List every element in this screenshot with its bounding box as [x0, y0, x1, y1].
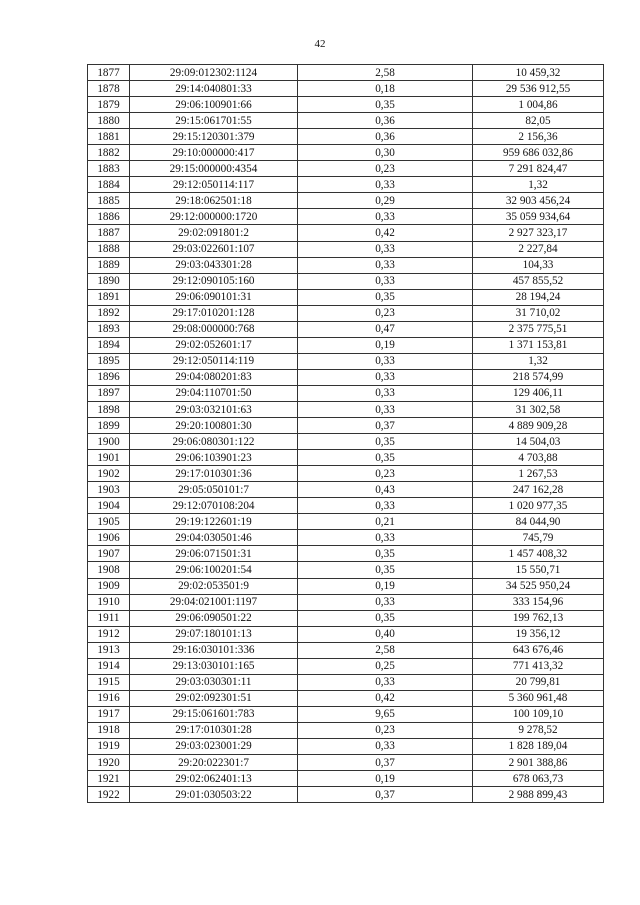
amount-cell: 959 686 032,86 — [473, 145, 604, 161]
table-row — [88, 97, 604, 113]
amount-cell: 104,33 — [473, 257, 604, 273]
amount-cell: 1 828 189,04 — [473, 738, 604, 754]
table-body — [88, 65, 604, 803]
row-number-cell: 1890 — [88, 273, 130, 289]
row-number-cell: 1885 — [88, 193, 130, 209]
rate-cell: 0,23 — [298, 722, 473, 738]
cadastral-number-cell: 29:17:010301:36 — [130, 466, 298, 482]
table-row — [88, 771, 604, 787]
rate-cell: 0,36 — [298, 113, 473, 129]
row-number-cell: 1883 — [88, 161, 130, 177]
amount-cell: 19 356,12 — [473, 626, 604, 642]
row-number-cell: 1894 — [88, 337, 130, 353]
rate-cell: 0,42 — [298, 690, 473, 706]
table-row — [88, 241, 604, 257]
amount-cell: 247 162,28 — [473, 482, 604, 498]
rate-cell: 0,33 — [298, 369, 473, 385]
row-number-cell: 1884 — [88, 177, 130, 193]
table-row — [88, 466, 604, 482]
rate-cell: 2,58 — [298, 65, 473, 81]
row-number-cell: 1881 — [88, 129, 130, 145]
cadastral-number-cell: 29:06:100201:54 — [130, 562, 298, 578]
cadastral-number-cell: 29:12:070108:204 — [130, 498, 298, 514]
amount-cell: 9 278,52 — [473, 722, 604, 738]
cadastral-number-cell: 29:15:061601:783 — [130, 706, 298, 722]
table-row — [88, 562, 604, 578]
cadastral-number-cell: 29:12:000000:1720 — [130, 209, 298, 225]
table-row — [88, 787, 604, 803]
amount-cell: 32 903 456,24 — [473, 193, 604, 209]
table-row — [88, 209, 604, 225]
cadastral-number-cell: 29:02:053501:9 — [130, 578, 298, 594]
rate-cell: 0,33 — [298, 498, 473, 514]
amount-cell: 457 855,52 — [473, 273, 604, 289]
amount-cell: 20 799,81 — [473, 674, 604, 690]
table-row — [88, 193, 604, 209]
rate-cell: 0,33 — [298, 385, 473, 401]
row-number-cell: 1903 — [88, 482, 130, 498]
cadastral-number-cell: 29:12:050114:119 — [130, 353, 298, 369]
rate-cell: 0,25 — [298, 658, 473, 674]
rate-cell: 0,36 — [298, 129, 473, 145]
amount-cell: 199 762,13 — [473, 610, 604, 626]
cadastral-number-cell: 29:15:061701:55 — [130, 113, 298, 129]
cadastral-number-cell: 29:02:052601:17 — [130, 337, 298, 353]
row-number-cell: 1916 — [88, 690, 130, 706]
table-row — [88, 658, 604, 674]
amount-cell: 14 504,03 — [473, 434, 604, 450]
cadastral-number-cell: 29:16:030101:336 — [130, 642, 298, 658]
rate-cell: 0,33 — [298, 241, 473, 257]
rate-cell: 0,33 — [298, 273, 473, 289]
rate-cell: 9,65 — [298, 706, 473, 722]
row-number-cell: 1920 — [88, 755, 130, 771]
rate-cell: 0,37 — [298, 787, 473, 803]
row-number-cell: 1912 — [88, 626, 130, 642]
table-row — [88, 113, 604, 129]
cadastral-number-cell: 29:07:180101:13 — [130, 626, 298, 642]
row-number-cell: 1888 — [88, 241, 130, 257]
rate-cell: 0,37 — [298, 755, 473, 771]
cadastral-number-cell: 29:06:090101:31 — [130, 289, 298, 305]
table-row — [88, 722, 604, 738]
row-number-cell: 1906 — [88, 530, 130, 546]
cadastral-number-cell: 29:06:100901:66 — [130, 97, 298, 113]
rate-cell: 0,33 — [298, 209, 473, 225]
rate-cell: 2,58 — [298, 642, 473, 658]
rate-cell: 0,42 — [298, 225, 473, 241]
rate-cell: 0,33 — [298, 353, 473, 369]
amount-cell: 2 927 323,17 — [473, 225, 604, 241]
row-number-cell: 1897 — [88, 385, 130, 401]
cadastral-number-cell: 29:04:080201:83 — [130, 369, 298, 385]
amount-cell: 35 059 934,64 — [473, 209, 604, 225]
table-row — [88, 145, 604, 161]
row-number-cell: 1891 — [88, 289, 130, 305]
amount-cell: 1 371 153,81 — [473, 337, 604, 353]
amount-cell: 4 703,88 — [473, 450, 604, 466]
row-number-cell: 1917 — [88, 706, 130, 722]
cadastral-number-cell: 29:06:090501:22 — [130, 610, 298, 626]
table-row — [88, 129, 604, 145]
table-row — [88, 273, 604, 289]
rate-cell: 0,33 — [298, 177, 473, 193]
row-number-cell: 1902 — [88, 466, 130, 482]
rate-cell: 0,35 — [298, 289, 473, 305]
table-row — [88, 369, 604, 385]
rate-cell: 0,40 — [298, 626, 473, 642]
cadastral-number-cell: 29:02:091801:2 — [130, 225, 298, 241]
cadastral-number-cell: 29:04:030501:46 — [130, 530, 298, 546]
row-number-cell: 1914 — [88, 658, 130, 674]
cadastral-number-cell: 29:03:043301:28 — [130, 257, 298, 273]
rate-cell: 0,35 — [298, 434, 473, 450]
cadastral-number-cell: 29:20:100801:30 — [130, 418, 298, 434]
cadastral-number-cell: 29:03:022601:107 — [130, 241, 298, 257]
table-row — [88, 610, 604, 626]
table-row — [88, 257, 604, 273]
amount-cell: 333 154,96 — [473, 594, 604, 610]
amount-cell: 28 194,24 — [473, 289, 604, 305]
cadastral-number-cell: 29:17:010301:28 — [130, 722, 298, 738]
table-row — [88, 305, 604, 321]
cadastral-number-cell: 29:12:090105:160 — [130, 273, 298, 289]
table-row — [88, 418, 604, 434]
row-number-cell: 1921 — [88, 771, 130, 787]
table-row — [88, 674, 604, 690]
row-number-cell: 1918 — [88, 722, 130, 738]
table-row — [88, 755, 604, 771]
cadastral-number-cell: 29:18:062501:18 — [130, 193, 298, 209]
amount-cell: 29 536 912,55 — [473, 81, 604, 97]
rate-cell: 0,35 — [298, 610, 473, 626]
rate-cell: 0,43 — [298, 482, 473, 498]
rate-cell: 0,23 — [298, 161, 473, 177]
rate-cell: 0,21 — [298, 514, 473, 530]
row-number-cell: 1910 — [88, 594, 130, 610]
cadastral-number-cell: 29:04:021001:1197 — [130, 594, 298, 610]
table-row — [88, 161, 604, 177]
amount-cell: 1,32 — [473, 177, 604, 193]
cadastral-number-cell: 29:15:120301:379 — [130, 129, 298, 145]
cadastral-number-cell: 29:03:032101:63 — [130, 401, 298, 417]
row-number-cell: 1877 — [88, 65, 130, 81]
cadastral-number-cell: 29:15:000000:4354 — [130, 161, 298, 177]
row-number-cell: 1896 — [88, 369, 130, 385]
cadastral-number-cell: 29:13:030101:165 — [130, 658, 298, 674]
rate-cell: 0,19 — [298, 578, 473, 594]
row-number-cell: 1895 — [88, 353, 130, 369]
amount-cell: 100 109,10 — [473, 706, 604, 722]
row-number-cell: 1892 — [88, 305, 130, 321]
cadastral-number-cell: 29:06:080301:122 — [130, 434, 298, 450]
row-number-cell: 1879 — [88, 97, 130, 113]
amount-cell: 10 459,32 — [473, 65, 604, 81]
row-number-cell: 1882 — [88, 145, 130, 161]
table-row — [88, 337, 604, 353]
row-number-cell: 1911 — [88, 610, 130, 626]
cadastral-number-cell: 29:06:071501:31 — [130, 546, 298, 562]
cadastral-number-cell: 29:20:022301:7 — [130, 755, 298, 771]
table-row — [88, 514, 604, 530]
amount-cell: 643 676,46 — [473, 642, 604, 658]
table-row — [88, 738, 604, 754]
table-row — [88, 578, 604, 594]
table-row — [88, 385, 604, 401]
table-row — [88, 225, 604, 241]
amount-cell: 5 360 961,48 — [473, 690, 604, 706]
amount-cell: 31 710,02 — [473, 305, 604, 321]
amount-cell: 4 889 909,28 — [473, 418, 604, 434]
amount-cell: 2 375 775,51 — [473, 321, 604, 337]
cadastral-number-cell: 29:03:023001:29 — [130, 738, 298, 754]
row-number-cell: 1878 — [88, 81, 130, 97]
row-number-cell: 1904 — [88, 498, 130, 514]
row-number-cell: 1905 — [88, 514, 130, 530]
amount-cell: 1 457 408,32 — [473, 546, 604, 562]
amount-cell: 82,05 — [473, 113, 604, 129]
rate-cell: 0,19 — [298, 337, 473, 353]
table-row — [88, 353, 604, 369]
table-row — [88, 546, 604, 562]
cadastral-number-cell: 29:02:062401:13 — [130, 771, 298, 787]
cadastral-number-cell: 29:09:012302:1124 — [130, 65, 298, 81]
rate-cell: 0,19 — [298, 771, 473, 787]
amount-cell: 7 291 824,47 — [473, 161, 604, 177]
rate-cell: 0,37 — [298, 418, 473, 434]
cadastral-number-cell: 29:12:050114:117 — [130, 177, 298, 193]
rate-cell: 0,33 — [298, 401, 473, 417]
cadastral-number-cell: 29:03:030301:11 — [130, 674, 298, 690]
rate-cell: 0,30 — [298, 145, 473, 161]
amount-cell: 218 574,99 — [473, 369, 604, 385]
cadastral-number-cell: 29:05:050101:7 — [130, 482, 298, 498]
row-number-cell: 1899 — [88, 418, 130, 434]
row-number-cell: 1909 — [88, 578, 130, 594]
rate-cell: 0,33 — [298, 594, 473, 610]
row-number-cell: 1922 — [88, 787, 130, 803]
amount-cell: 1,32 — [473, 353, 604, 369]
row-number-cell: 1907 — [88, 546, 130, 562]
amount-cell: 34 525 950,24 — [473, 578, 604, 594]
table-row — [88, 81, 604, 97]
table-row — [88, 594, 604, 610]
rate-cell: 0,33 — [298, 257, 473, 273]
table-row — [88, 401, 604, 417]
row-number-cell: 1898 — [88, 401, 130, 417]
data-table — [87, 64, 604, 803]
cadastral-number-cell: 29:06:103901:23 — [130, 450, 298, 466]
table-row — [88, 65, 604, 81]
amount-cell: 745,79 — [473, 530, 604, 546]
cadastral-number-cell: 29:01:030503:22 — [130, 787, 298, 803]
amount-cell: 1 004,86 — [473, 97, 604, 113]
cadastral-number-cell: 29:02:092301:51 — [130, 690, 298, 706]
amount-cell: 31 302,58 — [473, 401, 604, 417]
row-number-cell: 1880 — [88, 113, 130, 129]
row-number-cell: 1893 — [88, 321, 130, 337]
amount-cell: 15 550,71 — [473, 562, 604, 578]
table-row — [88, 482, 604, 498]
row-number-cell: 1887 — [88, 225, 130, 241]
cadastral-number-cell: 29:04:110701:50 — [130, 385, 298, 401]
amount-cell: 2 227,84 — [473, 241, 604, 257]
rate-cell: 0,35 — [298, 562, 473, 578]
table-row — [88, 530, 604, 546]
table-row — [88, 642, 604, 658]
amount-cell: 1 020 977,35 — [473, 498, 604, 514]
amount-cell: 2 901 388,86 — [473, 755, 604, 771]
row-number-cell: 1886 — [88, 209, 130, 225]
table-row — [88, 626, 604, 642]
rate-cell: 0,18 — [298, 81, 473, 97]
amount-cell: 129 406,11 — [473, 385, 604, 401]
table-row — [88, 289, 604, 305]
amount-cell: 771 413,32 — [473, 658, 604, 674]
cadastral-number-cell: 29:19:122601:19 — [130, 514, 298, 530]
cadastral-number-cell: 29:17:010201:128 — [130, 305, 298, 321]
rate-cell: 0,33 — [298, 738, 473, 754]
amount-cell: 2 988 899,43 — [473, 787, 604, 803]
rate-cell: 0,23 — [298, 305, 473, 321]
page-number: 42 — [314, 38, 326, 50]
table-row — [88, 321, 604, 337]
table-row — [88, 690, 604, 706]
row-number-cell: 1908 — [88, 562, 130, 578]
cadastral-number-cell: 29:08:000000:768 — [130, 321, 298, 337]
table-row — [88, 434, 604, 450]
cadastral-number-cell: 29:14:040801:33 — [130, 81, 298, 97]
row-number-cell: 1889 — [88, 257, 130, 273]
rate-cell: 0,29 — [298, 193, 473, 209]
table-row — [88, 706, 604, 722]
table-row — [88, 498, 604, 514]
amount-cell: 2 156,36 — [473, 129, 604, 145]
row-number-cell: 1915 — [88, 674, 130, 690]
table-row — [88, 450, 604, 466]
row-number-cell: 1913 — [88, 642, 130, 658]
rate-cell: 0,23 — [298, 466, 473, 482]
rate-cell: 0,35 — [298, 450, 473, 466]
rate-cell: 0,35 — [298, 97, 473, 113]
amount-cell: 84 044,90 — [473, 514, 604, 530]
amount-cell: 1 267,53 — [473, 466, 604, 482]
amount-cell: 678 063,73 — [473, 771, 604, 787]
rate-cell: 0,35 — [298, 546, 473, 562]
rate-cell: 0,47 — [298, 321, 473, 337]
rate-cell: 0,33 — [298, 530, 473, 546]
cadastral-number-cell: 29:10:000000:417 — [130, 145, 298, 161]
row-number-cell: 1900 — [88, 434, 130, 450]
row-number-cell: 1901 — [88, 450, 130, 466]
row-number-cell: 1919 — [88, 738, 130, 754]
rate-cell: 0,33 — [298, 674, 473, 690]
table-row — [88, 177, 604, 193]
